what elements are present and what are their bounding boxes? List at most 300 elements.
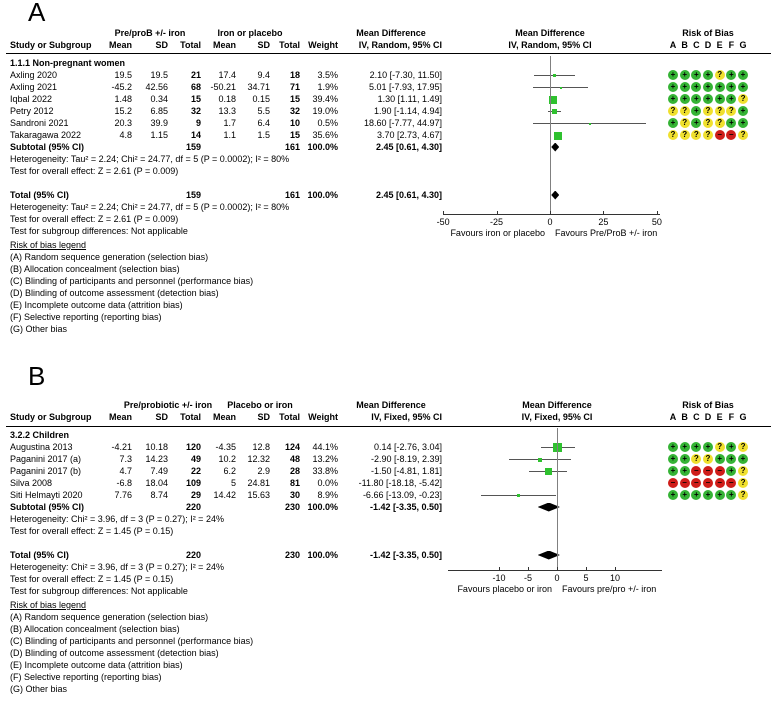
study-name: Axling 2020 xyxy=(10,70,58,80)
rob-unclear-risk-icon: ? xyxy=(703,106,713,116)
rob-low-risk-icon: + xyxy=(668,70,678,80)
study-sd2: 2.9 xyxy=(257,466,270,476)
favours-left-label: Favours iron or placebo xyxy=(450,228,545,238)
total-heterogeneity-text: Heterogeneity: Chi² = 3.96, df = 3 (P = 0.27); I² = 24% xyxy=(10,562,224,572)
axis-tick-label: 5 xyxy=(583,573,589,583)
subtotal-diamond xyxy=(551,143,559,152)
study-sd2: 24.81 xyxy=(247,478,270,488)
header-rule xyxy=(6,426,771,427)
rob-low-risk-icon: + xyxy=(691,106,701,116)
total-n2: 230 xyxy=(284,550,300,560)
plot-subheader: IV, Fixed, 95% CI xyxy=(521,412,593,422)
total-weight: 100.0% xyxy=(307,190,338,200)
rob-letter: C xyxy=(693,40,700,50)
study-mean2: 5 xyxy=(230,478,236,488)
study-n1: 68 xyxy=(190,82,201,92)
axis-tick-label: -5 xyxy=(523,573,532,583)
rob-low-risk-icon: + xyxy=(715,94,725,104)
study-ci-text: -2.90 [-8.19, 2.39] xyxy=(370,454,442,464)
plot-subheader: IV, Random, 95% CI xyxy=(508,40,592,50)
rob-unclear-risk-icon: ? xyxy=(691,454,701,464)
total-ci: 2.45 [0.61, 4.30] xyxy=(375,190,442,200)
favours-right-label: Favours Pre/ProB +/- iron xyxy=(555,228,658,238)
rob-low-risk-icon: + xyxy=(726,118,736,128)
study-n1: 21 xyxy=(190,70,201,80)
study-weight: 8.9% xyxy=(317,490,338,500)
study-sd1: 0.34 xyxy=(150,94,168,104)
group1-header: Pre/proB +/- iron xyxy=(114,28,186,38)
study-mean1: -6.8 xyxy=(116,478,132,488)
subtotal-n1: 159 xyxy=(185,142,201,152)
group2-header: Placebo or iron xyxy=(227,400,293,410)
rob-unclear-risk-icon: ? xyxy=(680,118,690,128)
study-sd2: 15.63 xyxy=(247,490,270,500)
axis-tick xyxy=(657,211,658,215)
rob-high-risk-icon: – xyxy=(691,466,701,476)
rob-letter: F xyxy=(728,412,735,422)
rob-low-risk-icon: + xyxy=(680,70,690,80)
study-mean1: -4.21 xyxy=(111,442,132,452)
rob-legend-item: (F) Selective reporting (reporting bias) xyxy=(10,672,162,682)
subtotal-ci: 2.45 [0.61, 4.30] xyxy=(375,142,442,152)
subtotal-label: Subtotal (95% CI) xyxy=(10,502,85,512)
rob-legend-item: (A) Random sequence generation (selection bias) xyxy=(10,252,209,262)
study-mean2: 1.7 xyxy=(223,118,236,128)
rob-high-risk-icon: – xyxy=(715,478,725,488)
rob-low-risk-icon: + xyxy=(726,490,736,500)
subgroup-differences-text: Test for subgroup differences: Not applicable xyxy=(10,226,188,236)
rob-low-risk-icon: + xyxy=(715,454,725,464)
study-sd2: 5.5 xyxy=(257,106,270,116)
study-n2: 32 xyxy=(289,106,300,116)
total-heterogeneity-text: Heterogeneity: Tau² = 2.24; Chi² = 24.77, df = 5 (P = 0.0002); I² = 80% xyxy=(10,202,290,212)
axis-tick-label: -50 xyxy=(436,217,450,227)
total-overall-effect-text: Test for overall effect: Z = 1.45 (P = 0.15) xyxy=(10,574,174,584)
col-weight: Weight xyxy=(308,412,338,422)
total-weight: 100.0% xyxy=(307,550,338,560)
rob-low-risk-icon: + xyxy=(680,94,690,104)
rob-unclear-risk-icon: ? xyxy=(668,106,678,116)
rob-low-risk-icon: + xyxy=(668,454,678,464)
rob-unclear-risk-icon: ? xyxy=(703,454,713,464)
study-ci-text: 5.01 [-7.93, 17.95] xyxy=(368,82,442,92)
rob-legend-item: (C) Blinding of participants and personnel (performance bias) xyxy=(10,636,254,646)
rob-high-risk-icon: – xyxy=(703,466,713,476)
study-sd1: 19.5 xyxy=(150,70,168,80)
rob-unclear-risk-icon: ? xyxy=(703,118,713,128)
study-sd2: 0.15 xyxy=(252,94,270,104)
heterogeneity-text: Heterogeneity: Tau² = 2.24; Chi² = 24.77, df = 5 (P = 0.0002); I² = 80% xyxy=(10,154,290,164)
study-sd2: 6.4 xyxy=(257,118,270,128)
total-n2: 161 xyxy=(284,190,300,200)
rob-letter: C xyxy=(693,412,700,422)
study-mean2: 17.4 xyxy=(218,70,236,80)
col-weight: Weight xyxy=(308,40,338,50)
rob-unclear-risk-icon: ? xyxy=(691,130,701,140)
study-name: Axling 2021 xyxy=(10,82,58,92)
rob-high-risk-icon: – xyxy=(726,130,736,140)
zero-line xyxy=(550,56,551,214)
axis-tick xyxy=(528,567,529,571)
plot-header: Mean Difference xyxy=(522,400,592,410)
study-name: Paganini 2017 (b) xyxy=(10,466,82,476)
col-sd-1: SD xyxy=(155,40,168,50)
study-n2: 10 xyxy=(289,118,300,128)
study-sd1: 8.74 xyxy=(150,490,168,500)
subtotal-weight: 100.0% xyxy=(307,502,338,512)
total-overall-effect-text: Test for overall effect: Z = 2.61 (P = 0.009) xyxy=(10,214,179,224)
study-sd1: 42.56 xyxy=(145,82,168,92)
rob-letter: G xyxy=(739,412,747,422)
effect-col-header: Mean Difference xyxy=(356,400,426,410)
effect-col-header: Mean Difference xyxy=(356,28,426,38)
rob-unclear-risk-icon: ? xyxy=(726,106,736,116)
axis-tick xyxy=(499,567,500,571)
study-sd2: 12.8 xyxy=(252,442,270,452)
subgroup-title: 3.2.2 Children xyxy=(10,430,70,440)
study-name: Silva 2008 xyxy=(10,478,53,488)
study-sd1: 14.23 xyxy=(145,454,168,464)
rob-low-risk-icon: + xyxy=(680,466,690,476)
study-mean2: 1.1 xyxy=(223,130,236,140)
col-sd-2: SD xyxy=(257,40,270,50)
col-mean-1: Mean xyxy=(108,412,132,422)
rob-low-risk-icon: + xyxy=(680,454,690,464)
study-mean1: -45.2 xyxy=(111,82,132,92)
subtotal-n1: 220 xyxy=(185,502,201,512)
rob-legend-title: Risk of bias legend xyxy=(10,240,87,250)
rob-unclear-risk-icon: ? xyxy=(715,118,725,128)
study-n1: 109 xyxy=(185,478,201,488)
overall-effect-text: Test for overall effect: Z = 1.45 (P = 0.15) xyxy=(10,526,174,536)
study-n2: 81 xyxy=(289,478,300,488)
study-weight: 13.2% xyxy=(312,454,338,464)
study-mean1: 7.76 xyxy=(114,490,132,500)
col-total-2: Total xyxy=(279,412,300,422)
study-sd1: 1.15 xyxy=(150,130,168,140)
study-name: Augustina 2013 xyxy=(10,442,73,452)
rob-legend-item: (E) Incomplete outcome data (attrition bias) xyxy=(10,660,183,670)
study-n1: 22 xyxy=(190,466,201,476)
effect-marker xyxy=(589,123,591,125)
study-mean2: 14.42 xyxy=(213,490,236,500)
study-n2: 15 xyxy=(289,94,300,104)
total-n1: 220 xyxy=(185,550,201,560)
study-name: Sandroni 2021 xyxy=(10,118,69,128)
col-mean-1: Mean xyxy=(108,40,132,50)
rob-low-risk-icon: + xyxy=(726,454,736,464)
rob-low-risk-icon: + xyxy=(668,466,678,476)
study-sd1: 18.04 xyxy=(145,478,168,488)
rob-unclear-risk-icon: ? xyxy=(738,94,748,104)
effect-marker xyxy=(545,468,552,475)
study-n2: 71 xyxy=(289,82,300,92)
rob-low-risk-icon: + xyxy=(668,442,678,452)
effect-marker xyxy=(560,87,562,89)
study-n1: 120 xyxy=(185,442,201,452)
group1-header: Pre/probiotic +/- iron xyxy=(123,400,213,410)
study-mean1: 20.3 xyxy=(114,118,132,128)
effect-marker xyxy=(554,132,562,140)
rob-low-risk-icon: + xyxy=(738,118,748,128)
col-total-1: Total xyxy=(180,40,201,50)
rob-legend-item: (B) Allocation concealment (selection bias) xyxy=(10,624,180,634)
rob-low-risk-icon: + xyxy=(738,106,748,116)
subtotal-n2: 161 xyxy=(284,142,300,152)
rob-unclear-risk-icon: ? xyxy=(715,70,725,80)
axis-tick-label: 0 xyxy=(554,573,560,583)
study-n2: 48 xyxy=(289,454,300,464)
rob-letter: E xyxy=(716,412,723,422)
rob-high-risk-icon: – xyxy=(715,466,725,476)
total-ci: -1.42 [-3.35, 0.50] xyxy=(369,550,442,560)
rob-legend-item: (D) Blinding of outcome assessment (detection bias) xyxy=(10,288,219,298)
total-label: Total (95% CI) xyxy=(10,190,69,200)
rob-unclear-risk-icon: ? xyxy=(680,130,690,140)
rob-unclear-risk-icon: ? xyxy=(715,106,725,116)
axis-tick xyxy=(557,567,558,571)
study-n2: 28 xyxy=(289,466,300,476)
study-weight: 1.9% xyxy=(317,82,338,92)
rob-unclear-risk-icon: ? xyxy=(738,442,748,452)
rob-low-risk-icon: + xyxy=(680,490,690,500)
rob-low-risk-icon: + xyxy=(668,94,678,104)
rob-unclear-risk-icon: ? xyxy=(738,490,748,500)
risk-of-bias-header: Risk of Bias xyxy=(682,28,734,38)
study-weight: 19.0% xyxy=(312,106,338,116)
rob-unclear-risk-icon: ? xyxy=(715,442,725,452)
heterogeneity-text: Heterogeneity: Chi² = 3.96, df = 3 (P = 0.27); I² = 24% xyxy=(10,514,224,524)
effect-marker xyxy=(517,494,520,497)
rob-low-risk-icon: + xyxy=(738,454,748,464)
rob-low-risk-icon: + xyxy=(691,490,701,500)
col-sd-2: SD xyxy=(257,412,270,422)
study-n2: 124 xyxy=(284,442,300,452)
study-ci-text: 2.10 [-7.30, 11.50] xyxy=(369,70,442,80)
study-mean1: 1.48 xyxy=(114,94,132,104)
rob-letter: B xyxy=(681,412,688,422)
study-weight: 0.0% xyxy=(317,478,338,488)
rob-low-risk-icon: + xyxy=(668,490,678,500)
study-n1: 15 xyxy=(190,94,201,104)
axis-tick xyxy=(443,211,444,215)
axis-line xyxy=(443,214,660,215)
study-sd2: 1.5 xyxy=(257,130,270,140)
rob-legend-item: (G) Other bias xyxy=(10,684,68,694)
overall-effect-text: Test for overall effect: Z = 2.61 (P = 0.009) xyxy=(10,166,179,176)
rob-letter: F xyxy=(728,40,735,50)
rob-letter: E xyxy=(716,40,723,50)
subgroup-differences-text: Test for subgroup differences: Not applicable xyxy=(10,586,188,596)
rob-legend-title: Risk of bias legend xyxy=(10,600,87,610)
study-mean1: 7.3 xyxy=(119,454,132,464)
rob-low-risk-icon: + xyxy=(691,70,701,80)
col-study-or-subgroup: Study or Subgroup xyxy=(10,40,92,50)
study-ci-text: 3.70 [2.73, 4.67] xyxy=(376,130,442,140)
rob-low-risk-icon: + xyxy=(668,118,678,128)
study-name: Iqbal 2022 xyxy=(10,94,53,104)
study-sd2: 12.32 xyxy=(247,454,270,464)
rob-low-risk-icon: + xyxy=(738,70,748,80)
axis-tick-label: -25 xyxy=(490,217,504,227)
rob-low-risk-icon: + xyxy=(691,94,701,104)
total-diamond xyxy=(551,191,559,200)
subtotal-label: Subtotal (95% CI) xyxy=(10,142,85,152)
rob-legend-item: (D) Blinding of outcome assessment (detection bias) xyxy=(10,648,219,658)
rob-high-risk-icon: – xyxy=(668,478,678,488)
study-weight: 33.8% xyxy=(312,466,338,476)
rob-low-risk-icon: + xyxy=(703,442,713,452)
study-weight: 44.1% xyxy=(312,442,338,452)
subgroup-title: 1.1.1 Non-pregnant women xyxy=(10,58,126,68)
col-sd-1: SD xyxy=(155,412,168,422)
study-n1: 14 xyxy=(190,130,201,140)
rob-unclear-risk-icon: ? xyxy=(668,130,678,140)
rob-low-risk-icon: + xyxy=(668,82,678,92)
study-mean2: -50.21 xyxy=(210,82,236,92)
total-n1: 159 xyxy=(185,190,201,200)
study-mean1: 4.7 xyxy=(119,466,132,476)
risk-of-bias-header: Risk of Bias xyxy=(682,400,734,410)
study-name: Siti Helmayti 2020 xyxy=(10,490,83,500)
study-name: Petry 2012 xyxy=(10,106,54,116)
study-ci-text: 1.30 [1.11, 1.49] xyxy=(377,94,442,104)
effect-marker xyxy=(553,74,556,77)
rob-low-risk-icon: + xyxy=(715,490,725,500)
axis-line xyxy=(448,570,662,571)
subtotal-weight: 100.0% xyxy=(307,142,338,152)
rob-low-risk-icon: + xyxy=(726,82,736,92)
rob-unclear-risk-icon: ? xyxy=(738,130,748,140)
study-weight: 0.5% xyxy=(317,118,338,128)
rob-unclear-risk-icon: ? xyxy=(738,466,748,476)
axis-tick-label: 50 xyxy=(651,217,662,227)
rob-low-risk-icon: + xyxy=(691,118,701,128)
study-n2: 18 xyxy=(289,70,300,80)
rob-letter: D xyxy=(704,40,712,50)
rob-low-risk-icon: + xyxy=(703,70,713,80)
rob-low-risk-icon: + xyxy=(691,82,701,92)
study-weight: 3.5% xyxy=(317,70,338,80)
rob-letter: B xyxy=(681,40,688,50)
axis-tick xyxy=(586,567,587,571)
study-ci-text: -6.66 [-13.09, -0.23] xyxy=(362,490,442,500)
axis-tick xyxy=(497,211,498,215)
rob-unclear-risk-icon: ? xyxy=(703,130,713,140)
rob-low-risk-icon: + xyxy=(703,490,713,500)
rob-letter: G xyxy=(739,40,747,50)
study-sd1: 39.9 xyxy=(150,118,168,128)
axis-tick-label: 25 xyxy=(598,217,609,227)
col-effect-ci: IV, Random, 95% CI xyxy=(358,40,442,50)
study-n2: 15 xyxy=(289,130,300,140)
axis-tick xyxy=(615,567,616,571)
effect-marker xyxy=(552,109,557,114)
favours-left-label: Favours placebo or iron xyxy=(457,584,552,594)
study-sd1: 6.85 xyxy=(150,106,168,116)
study-mean2: 10.2 xyxy=(218,454,236,464)
rob-low-risk-icon: + xyxy=(691,442,701,452)
panel-a-label: A xyxy=(28,0,46,27)
rob-high-risk-icon: – xyxy=(726,478,736,488)
study-ci-text: 18.60 [-7.77, 44.97] xyxy=(363,118,442,128)
study-sd2: 34.71 xyxy=(247,82,270,92)
subtotal-n2: 230 xyxy=(284,502,300,512)
rob-legend-item: (A) Random sequence generation (selection bias) xyxy=(10,612,209,622)
study-n1: 32 xyxy=(190,106,201,116)
study-sd2: 9.4 xyxy=(257,70,270,80)
axis-tick xyxy=(550,211,551,215)
rob-letter: A xyxy=(669,412,677,422)
rob-high-risk-icon: – xyxy=(715,130,725,140)
panel-b-label: B xyxy=(28,361,46,391)
rob-low-risk-icon: + xyxy=(726,442,736,452)
rob-legend-item: (C) Blinding of participants and personnel (performance bias) xyxy=(10,276,254,286)
rob-unclear-risk-icon: ? xyxy=(738,478,748,488)
favours-right-label: Favours pre/pro +/- iron xyxy=(562,584,657,594)
col-effect-ci: IV, Fixed, 95% CI xyxy=(371,412,442,422)
axis-tick-label: 0 xyxy=(547,217,553,227)
group2-header: Iron or placebo xyxy=(217,28,283,38)
rob-low-risk-icon: + xyxy=(703,94,713,104)
plot-header: Mean Difference xyxy=(515,28,585,38)
col-mean-2: Mean xyxy=(212,412,236,422)
rob-letter: A xyxy=(669,40,677,50)
axis-tick-label: 10 xyxy=(609,573,620,583)
total-label: Total (95% CI) xyxy=(10,550,69,560)
rob-low-risk-icon: + xyxy=(703,82,713,92)
study-ci-text: 1.90 [-1.14, 4.94] xyxy=(373,106,442,116)
study-n1: 49 xyxy=(190,454,201,464)
rob-low-risk-icon: + xyxy=(726,466,736,476)
study-mean2: 13.3 xyxy=(218,106,236,116)
subtotal-ci: -1.42 [-3.35, 0.50] xyxy=(369,502,442,512)
study-n1: 29 xyxy=(190,490,201,500)
rob-legend-item: (E) Incomplete outcome data (attrition bias) xyxy=(10,300,183,310)
study-name: Paganini 2017 (a) xyxy=(10,454,82,464)
rob-low-risk-icon: + xyxy=(680,82,690,92)
rob-low-risk-icon: + xyxy=(715,82,725,92)
rob-legend-item: (B) Allocation concealment (selection bias) xyxy=(10,264,180,274)
rob-letter: D xyxy=(704,412,712,422)
study-mean2: 6.2 xyxy=(223,466,236,476)
header-rule xyxy=(6,53,771,54)
col-study-or-subgroup: Study or Subgroup xyxy=(10,412,92,422)
study-n1: 9 xyxy=(195,118,201,128)
axis-tick xyxy=(603,211,604,215)
study-mean2: 0.18 xyxy=(218,94,236,104)
rob-high-risk-icon: – xyxy=(680,478,690,488)
rob-low-risk-icon: + xyxy=(726,94,736,104)
study-sd1: 10.18 xyxy=(145,442,168,452)
rob-unclear-risk-icon: ? xyxy=(680,106,690,116)
study-weight: 39.4% xyxy=(312,94,338,104)
rob-legend-item: (F) Selective reporting (reporting bias) xyxy=(10,312,162,322)
effect-marker xyxy=(538,458,542,462)
zero-line xyxy=(557,428,558,570)
col-mean-2: Mean xyxy=(212,40,236,50)
rob-low-risk-icon: + xyxy=(680,442,690,452)
rob-high-risk-icon: – xyxy=(703,478,713,488)
study-ci-text: -11.80 [-18.18, -5.42] xyxy=(358,478,442,488)
col-total-1: Total xyxy=(180,412,201,422)
rob-low-risk-icon: + xyxy=(738,82,748,92)
study-mean1: 4.8 xyxy=(119,130,132,140)
col-total-2: Total xyxy=(279,40,300,50)
study-sd1: 7.49 xyxy=(150,466,168,476)
rob-low-risk-icon: + xyxy=(726,70,736,80)
axis-tick-label: -10 xyxy=(492,573,506,583)
